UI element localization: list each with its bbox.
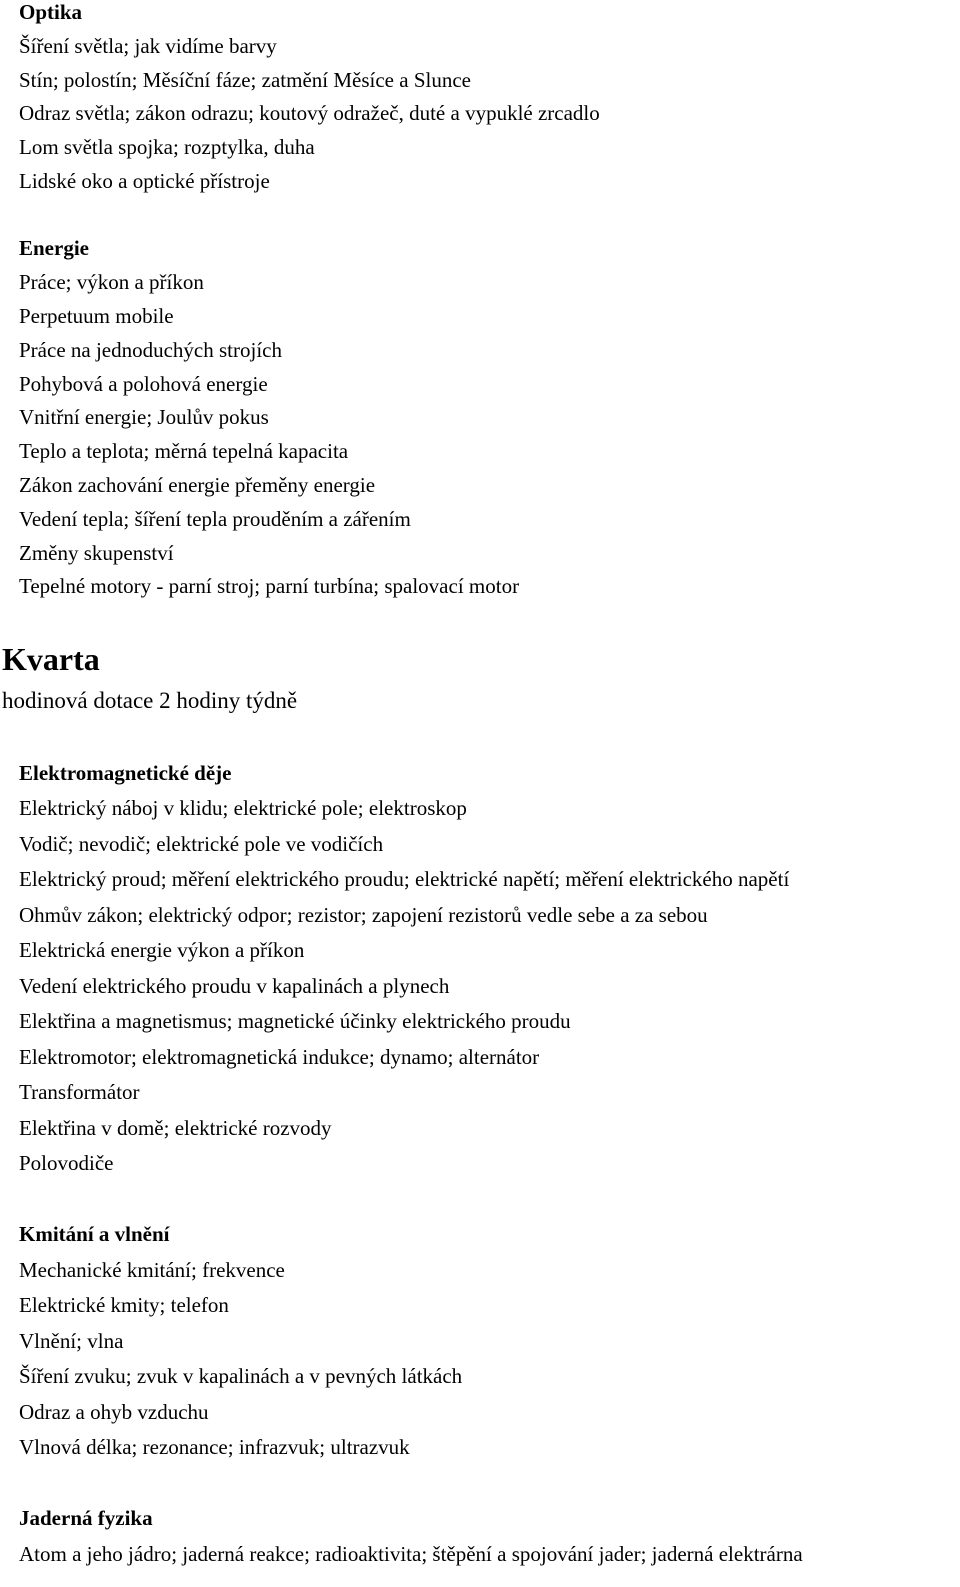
list-item: Lom světla spojka; rozptylka, duha bbox=[19, 135, 315, 159]
list-item: Stín; polostín; Měsíční fáze; zatmění Měsíce a Slunce bbox=[19, 68, 471, 92]
list-item: Šíření světla; jak vidíme barvy bbox=[19, 34, 277, 58]
section-heading-elektromagneticke: Elektromagnetické děje bbox=[19, 761, 232, 785]
list-item: Elektřina v domě; elektrické rozvody bbox=[19, 1116, 332, 1140]
list-item: Práce na jednoduchých strojích bbox=[19, 338, 282, 362]
list-item: Mechanické kmitání; frekvence bbox=[19, 1258, 285, 1282]
section-heading-energie: Energie bbox=[19, 236, 89, 260]
list-item: Vnitřní energie; Joulův pokus bbox=[19, 405, 269, 429]
list-item: Perpetuum mobile bbox=[19, 304, 174, 328]
section-heading-optika: Optika bbox=[19, 0, 83, 24]
list-item: Tepelné motory - parní stroj; parní turbína; spalovací motor bbox=[19, 574, 520, 598]
list-item: Pohybová a polohová energie bbox=[19, 372, 268, 396]
list-item: Vedení elektrického proudu v kapalinách a plynech bbox=[19, 974, 450, 998]
list-item: Vedení tepla; šíření tepla prouděním a zářením bbox=[19, 507, 411, 531]
section-heading-kmitani: Kmitání a vlnění bbox=[19, 1222, 170, 1246]
list-item: Elektrická energie výkon a příkon bbox=[19, 938, 305, 962]
list-item: Elektřina a magnetismus; magnetické účinky elektrického proudu bbox=[19, 1009, 571, 1033]
page-subtitle: hodinová dotace 2 hodiny týdně bbox=[2, 688, 298, 713]
list-item: Vlnová délka; rezonance; infrazvuk; ultrazvuk bbox=[19, 1435, 410, 1459]
section-heading-jaderna: Jaderná fyzika bbox=[19, 1506, 153, 1530]
list-item: Vlnění; vlna bbox=[19, 1329, 124, 1353]
page-title: Kvarta bbox=[2, 641, 100, 677]
list-item: Atom a jeho jádro; jaderná reakce; radioaktivita; štěpění a spojování jader; jaderná elektrárna bbox=[19, 1542, 803, 1566]
list-item: Elektrický proud; měření elektrického proudu; elektrické napětí; měření elektrického napětí bbox=[19, 867, 790, 891]
list-item: Změny skupenství bbox=[19, 541, 174, 565]
list-item: Zákon zachování energie přeměny energie bbox=[19, 473, 376, 497]
list-item: Vodič; nevodič; elektrické pole ve vodičích bbox=[19, 832, 384, 856]
list-item: Teplo a teplota; měrná tepelná kapacita bbox=[19, 439, 349, 463]
list-item: Lidské oko a optické přístroje bbox=[19, 169, 270, 193]
list-item: Elektrický náboj v klidu; elektrické pole; elektroskop bbox=[19, 796, 467, 820]
list-item: Odraz světla; zákon odrazu; koutový odražeč, duté a vypuklé zrcadlo bbox=[19, 101, 600, 125]
list-item: Ohmův zákon; elektrický odpor; rezistor; zapojení rezistorů vedle sebe a za sebou bbox=[19, 903, 708, 927]
list-item: Polovodiče bbox=[19, 1151, 114, 1175]
list-item: Šíření zvuku; zvuk v kapalinách a v pevných látkách bbox=[19, 1364, 463, 1388]
list-item: Elektromotor; elektromagnetická indukce; dynamo; alternátor bbox=[19, 1045, 540, 1069]
list-item: Odraz a ohyb vzduchu bbox=[19, 1400, 209, 1424]
list-item: Transformátor bbox=[19, 1080, 140, 1104]
list-item: Elektrické kmity; telefon bbox=[19, 1293, 229, 1317]
list-item: Práce; výkon a příkon bbox=[19, 270, 204, 294]
